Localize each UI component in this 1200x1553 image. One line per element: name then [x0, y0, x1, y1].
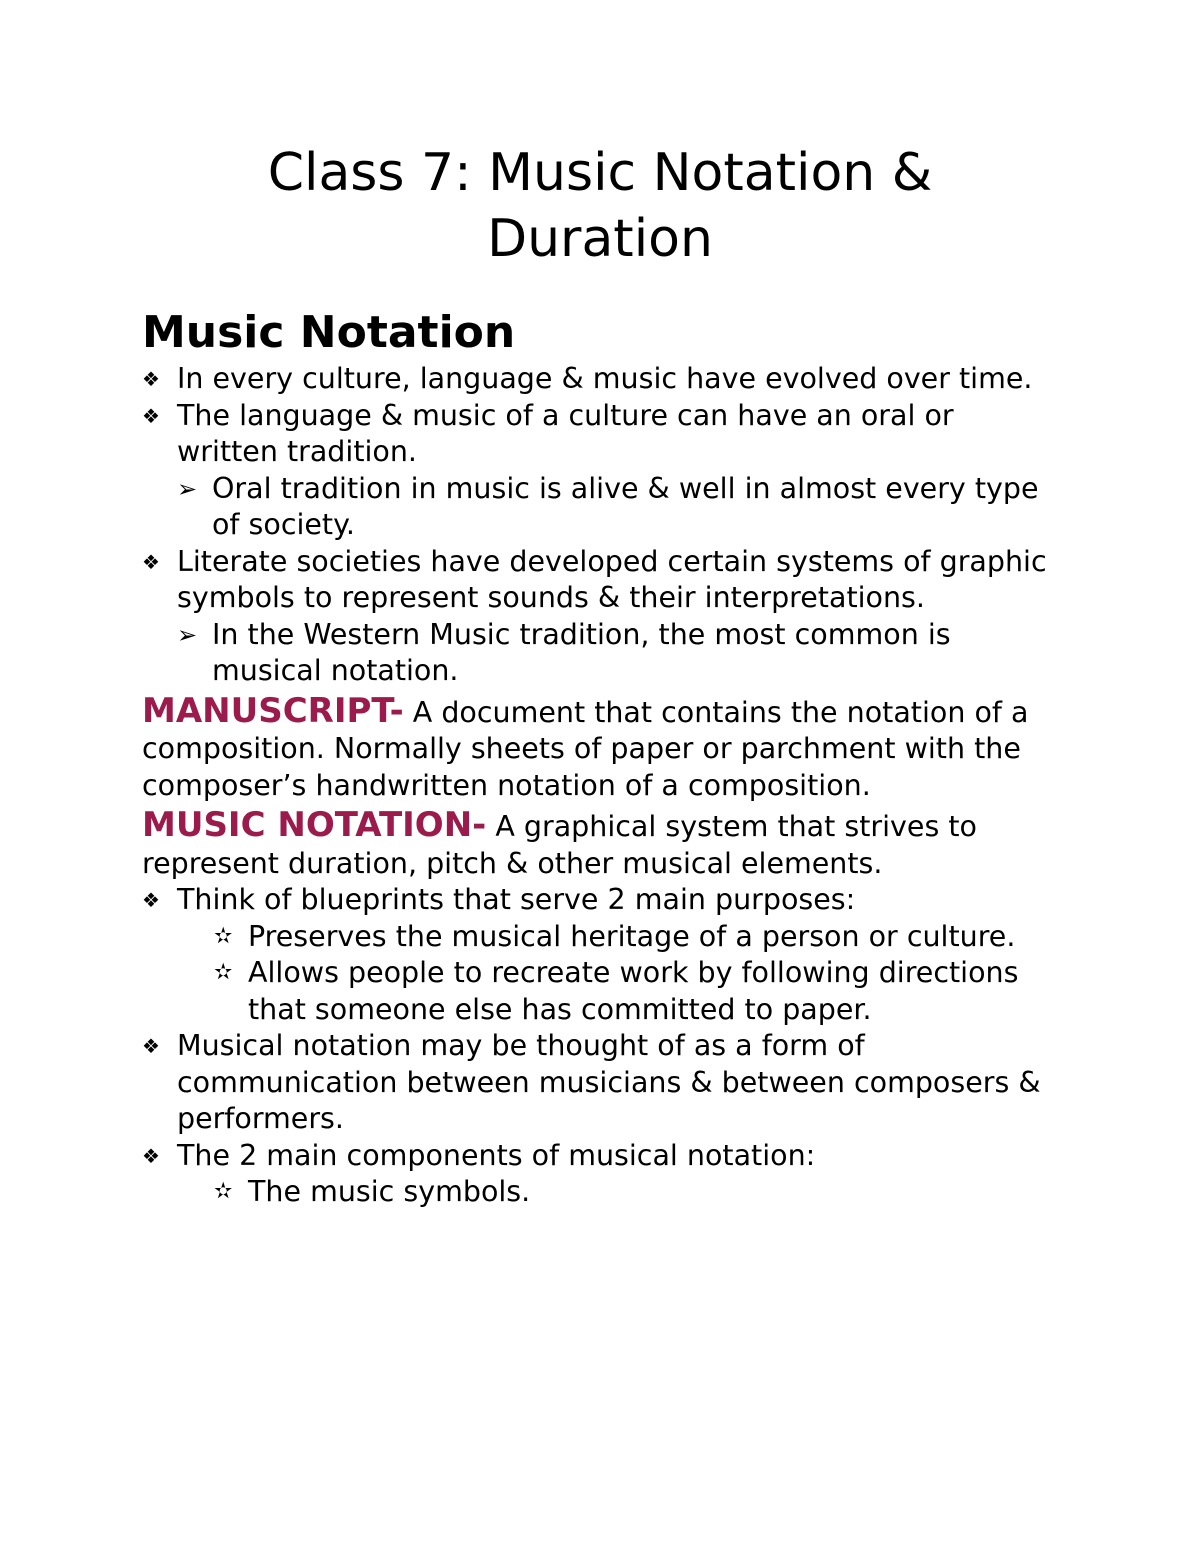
diamond-bullet-icon: ❖ [142, 549, 160, 574]
definition-music-notation [142, 807, 1062, 882]
bullet-text: Preserves the musical heritage of a person or culture. [248, 919, 1016, 953]
sub-bullet-item [142, 955, 1062, 1028]
sub-bullet-item [142, 471, 1062, 544]
bullet-item [142, 1138, 1062, 1175]
bullet-text: Think of blueprints that serve 2 main purposes: [177, 883, 856, 916]
bullet-item [142, 361, 1062, 398]
sub-bullet-item [142, 617, 1062, 690]
bullet-text: Allows people to recreate work by following directions that someone else has committed to paper. [248, 956, 1019, 1026]
diamond-bullet-icon: ❖ [142, 1143, 160, 1168]
page-title [0, 140, 1200, 272]
bullet-item [142, 1028, 1062, 1138]
bullet-text: In the Western Music tradition, the most common is musical notation. [212, 617, 951, 687]
diamond-bullet-icon: ❖ [142, 367, 160, 391]
bullet-text: The music symbols. [248, 1175, 531, 1208]
bullet-item [142, 882, 1062, 919]
sub-bullet-item [142, 1174, 1062, 1211]
bullet-text: Musical notation may be thought of as a form of communication between musicians & between composers & performers. [177, 1029, 1041, 1135]
bullet-item [142, 544, 1062, 617]
title-line-1: Class 7: Music Notation & [267, 143, 933, 203]
star-bullet-icon: ✫ [214, 1179, 233, 1204]
bullet-text: The 2 main components of musical notation: [177, 1138, 816, 1172]
document-body [142, 361, 1062, 1211]
section-heading: Music Notation [142, 307, 516, 358]
sub-bullet-item [142, 919, 1062, 956]
bullet-text: The language & music of a culture can have an oral or written tradition. [177, 398, 954, 468]
definition-manuscript [142, 690, 1062, 805]
arrow-bullet-icon: ➢ [177, 474, 198, 503]
diamond-bullet-icon: ❖ [142, 403, 160, 428]
diamond-bullet-icon: ❖ [142, 1034, 160, 1058]
definition-text: A graphical system that strives to represent duration, pitch & other musical elements. [142, 810, 977, 880]
title-line-2: Duration [487, 209, 713, 269]
star-bullet-icon: ✫ [214, 923, 233, 949]
diamond-bullet-icon: ❖ [142, 888, 160, 912]
definition-text: A document that contains the notation of a composition. Normally sheets of paper or parchment with the composer’s handwritten notation of a composition. [142, 695, 1029, 802]
bullet-item [142, 398, 1062, 471]
bullet-text: Oral tradition in music is alive & well in almost every type of society. [212, 471, 1039, 541]
star-bullet-icon: ✫ [214, 960, 233, 985]
definition-term: MUSIC NOTATION- [142, 805, 487, 845]
bullet-text: Literate societies have developed certain systems of graphic symbols to represent sounds & their interpretations. [177, 544, 1047, 614]
bullet-text: In every culture, language & music have evolved over time. [177, 362, 1033, 395]
definition-term: MANUSCRIPT- [142, 690, 404, 731]
arrow-bullet-icon: ➢ [177, 620, 198, 649]
